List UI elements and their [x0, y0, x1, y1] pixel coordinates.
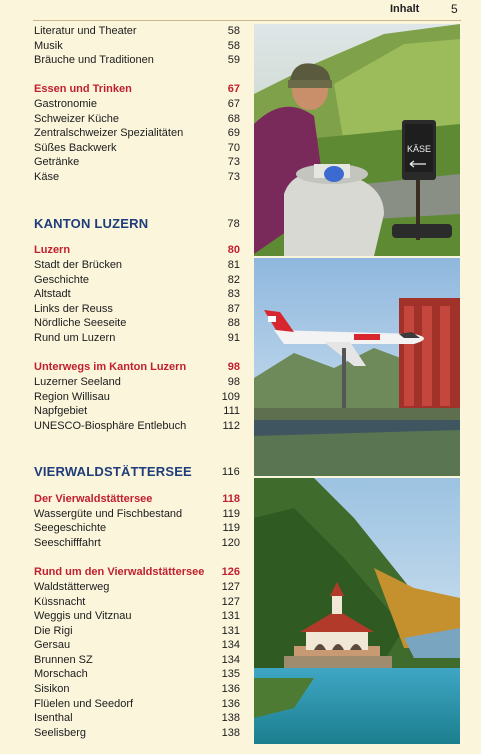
toc-entry — [34, 155, 240, 170]
toc-entry — [34, 141, 240, 156]
toc-title: Brunnen SZ — [34, 654, 93, 666]
section-header: Inhalt — [390, 3, 420, 15]
toc-chapter — [34, 214, 240, 234]
toc-page: 135 — [221, 668, 240, 680]
photo-swiss-transport-museum — [254, 258, 460, 476]
toc-title: Gersau — [34, 639, 71, 651]
toc-section — [34, 82, 240, 97]
toc-title: Schweizer Küche — [34, 113, 119, 125]
toc-entry — [34, 375, 240, 390]
toc-entry — [34, 726, 240, 741]
toc-page: 67 — [227, 98, 240, 110]
toc-title: Wassergüte und Fischbestand — [34, 508, 183, 520]
toc-entry — [34, 302, 240, 317]
toc-section — [34, 565, 240, 580]
toc-title: UNESCO-Biosphäre Entlebuch — [34, 420, 187, 432]
toc-title: Musik — [34, 40, 63, 52]
toc-entry — [34, 419, 240, 434]
toc-page: 136 — [221, 698, 240, 710]
toc-entry — [34, 39, 240, 54]
toc-title: KANTON LUZERN — [34, 216, 149, 231]
toc-title: Links der Reuss — [34, 303, 113, 315]
toc-entry — [34, 258, 240, 273]
toc-title: Rund um den Vierwaldstättersee — [34, 566, 205, 578]
toc-entry — [34, 97, 240, 112]
toc-title: Luzern — [34, 244, 71, 256]
toc-entry — [34, 653, 240, 668]
toc-title: Küssnacht — [34, 596, 86, 608]
toc-page: 134 — [221, 639, 240, 651]
toc-title: Napfgebiet — [34, 405, 88, 417]
toc-title: Luzerner Seeland — [34, 376, 121, 388]
toc-title: Stadt der Brücken — [34, 259, 123, 271]
toc-entry — [34, 287, 240, 302]
toc-title: Der Vierwaldstättersee — [34, 493, 153, 505]
toc-page: 127 — [221, 596, 240, 608]
toc-page: 73 — [227, 156, 240, 168]
toc-page: 118 — [222, 493, 240, 505]
toc-entry — [34, 316, 240, 331]
toc-title: Geschichte — [34, 274, 90, 286]
toc-title: Gastronomie — [34, 98, 97, 110]
toc-entry — [34, 595, 240, 610]
toc-title: Sisikon — [34, 683, 70, 695]
toc-entry — [34, 112, 240, 127]
toc-page: 73 — [227, 171, 240, 183]
toc-title: Seelisberg — [34, 727, 86, 739]
header-rule — [33, 20, 461, 21]
toc-page: 70 — [227, 142, 240, 154]
toc-page: 126 — [221, 566, 240, 578]
toc-title: Zentralschweizer Spezialitäten — [34, 127, 184, 139]
toc-section — [34, 492, 240, 507]
toc-page: 109 — [221, 391, 240, 403]
toc-page: 119 — [222, 508, 240, 520]
toc-entry — [34, 390, 240, 405]
toc-title: Seeschifffahrt — [34, 537, 101, 549]
toc-title: Flüelen und Seedorf — [34, 698, 134, 710]
toc-entry — [34, 331, 240, 346]
toc-entry — [34, 126, 240, 141]
toc-page: 116 — [221, 466, 240, 478]
toc-entry — [34, 536, 240, 551]
toc-entry — [34, 507, 240, 522]
toc-section — [34, 360, 240, 375]
toc-page: 134 — [221, 654, 240, 666]
toc-entry — [34, 170, 240, 185]
toc-title: Essen und Trinken — [34, 83, 132, 95]
toc-title: Süßes Backwerk — [34, 142, 117, 154]
toc-page: 67 — [227, 83, 240, 95]
toc-entry — [34, 638, 240, 653]
toc-page: 136 — [221, 683, 240, 695]
toc-title: Morschach — [34, 668, 88, 680]
toc-entry — [34, 521, 240, 536]
toc-page: 87 — [227, 303, 240, 315]
toc-title: Altstadt — [34, 288, 71, 300]
toc-entry — [34, 682, 240, 697]
toc-page: 58 — [227, 40, 240, 52]
toc-title: Region Willisau — [34, 391, 110, 403]
toc-title: Käse — [34, 171, 60, 183]
toc-title: Waldstätterweg — [34, 581, 110, 593]
toc-entry — [34, 624, 240, 639]
toc-title: Bräuche und Traditionen — [34, 54, 154, 66]
photo-cheese-farmer — [254, 24, 460, 256]
toc-page: 69 — [227, 127, 240, 139]
toc-entry — [34, 24, 240, 39]
toc-page: 58 — [227, 25, 240, 37]
toc-entry — [34, 273, 240, 288]
toc-page: 111 — [223, 405, 240, 417]
toc-page: 138 — [221, 727, 240, 739]
photo-lake-chapel — [254, 478, 460, 744]
toc-entry — [34, 711, 240, 726]
toc-title: Weggis und Vitznau — [34, 610, 132, 622]
toc-page: 83 — [227, 288, 240, 300]
toc-page: 98 — [227, 376, 240, 388]
toc-title: Die Rigi — [34, 625, 73, 637]
toc-entry — [34, 580, 240, 595]
toc-page: 91 — [227, 332, 240, 344]
toc-page: 68 — [227, 113, 240, 125]
toc-title: Getränke — [34, 156, 80, 168]
toc-page: 82 — [227, 274, 240, 286]
toc-page: 112 — [222, 420, 240, 432]
toc-page: 131 — [221, 625, 240, 637]
toc-page: 138 — [221, 712, 240, 724]
toc-title: VIERWALDSTÄTTERSEE — [34, 464, 192, 479]
toc-page: 80 — [227, 244, 240, 256]
toc-title: Seegeschichte — [34, 522, 107, 534]
toc-entry — [34, 404, 240, 419]
toc-page: 127 — [221, 581, 240, 593]
toc-title: Unterwegs im Kanton Luzern — [34, 361, 187, 373]
toc-page: 78 — [227, 218, 240, 230]
toc-chapter — [34, 462, 240, 482]
toc-page: 131 — [221, 610, 240, 622]
toc-title: Isenthal — [34, 712, 73, 724]
toc-title: Nördliche Seeseite — [34, 317, 127, 329]
toc-page: 119 — [222, 522, 240, 534]
toc-page: 98 — [227, 361, 240, 373]
cheese-sign-text: KÄSE — [406, 144, 432, 154]
toc-page: 120 — [221, 537, 240, 549]
toc-entry — [34, 697, 240, 712]
toc-section — [34, 243, 240, 258]
toc-entry — [34, 53, 240, 68]
toc-entry — [34, 609, 240, 624]
toc-entry — [34, 667, 240, 682]
toc-page: 81 — [227, 259, 240, 271]
toc-page: 59 — [227, 54, 240, 66]
toc-page: 88 — [227, 317, 240, 329]
toc-title: Literatur und Theater — [34, 25, 137, 37]
page-number: 5 — [451, 2, 458, 16]
toc-title: Rund um Luzern — [34, 332, 116, 344]
